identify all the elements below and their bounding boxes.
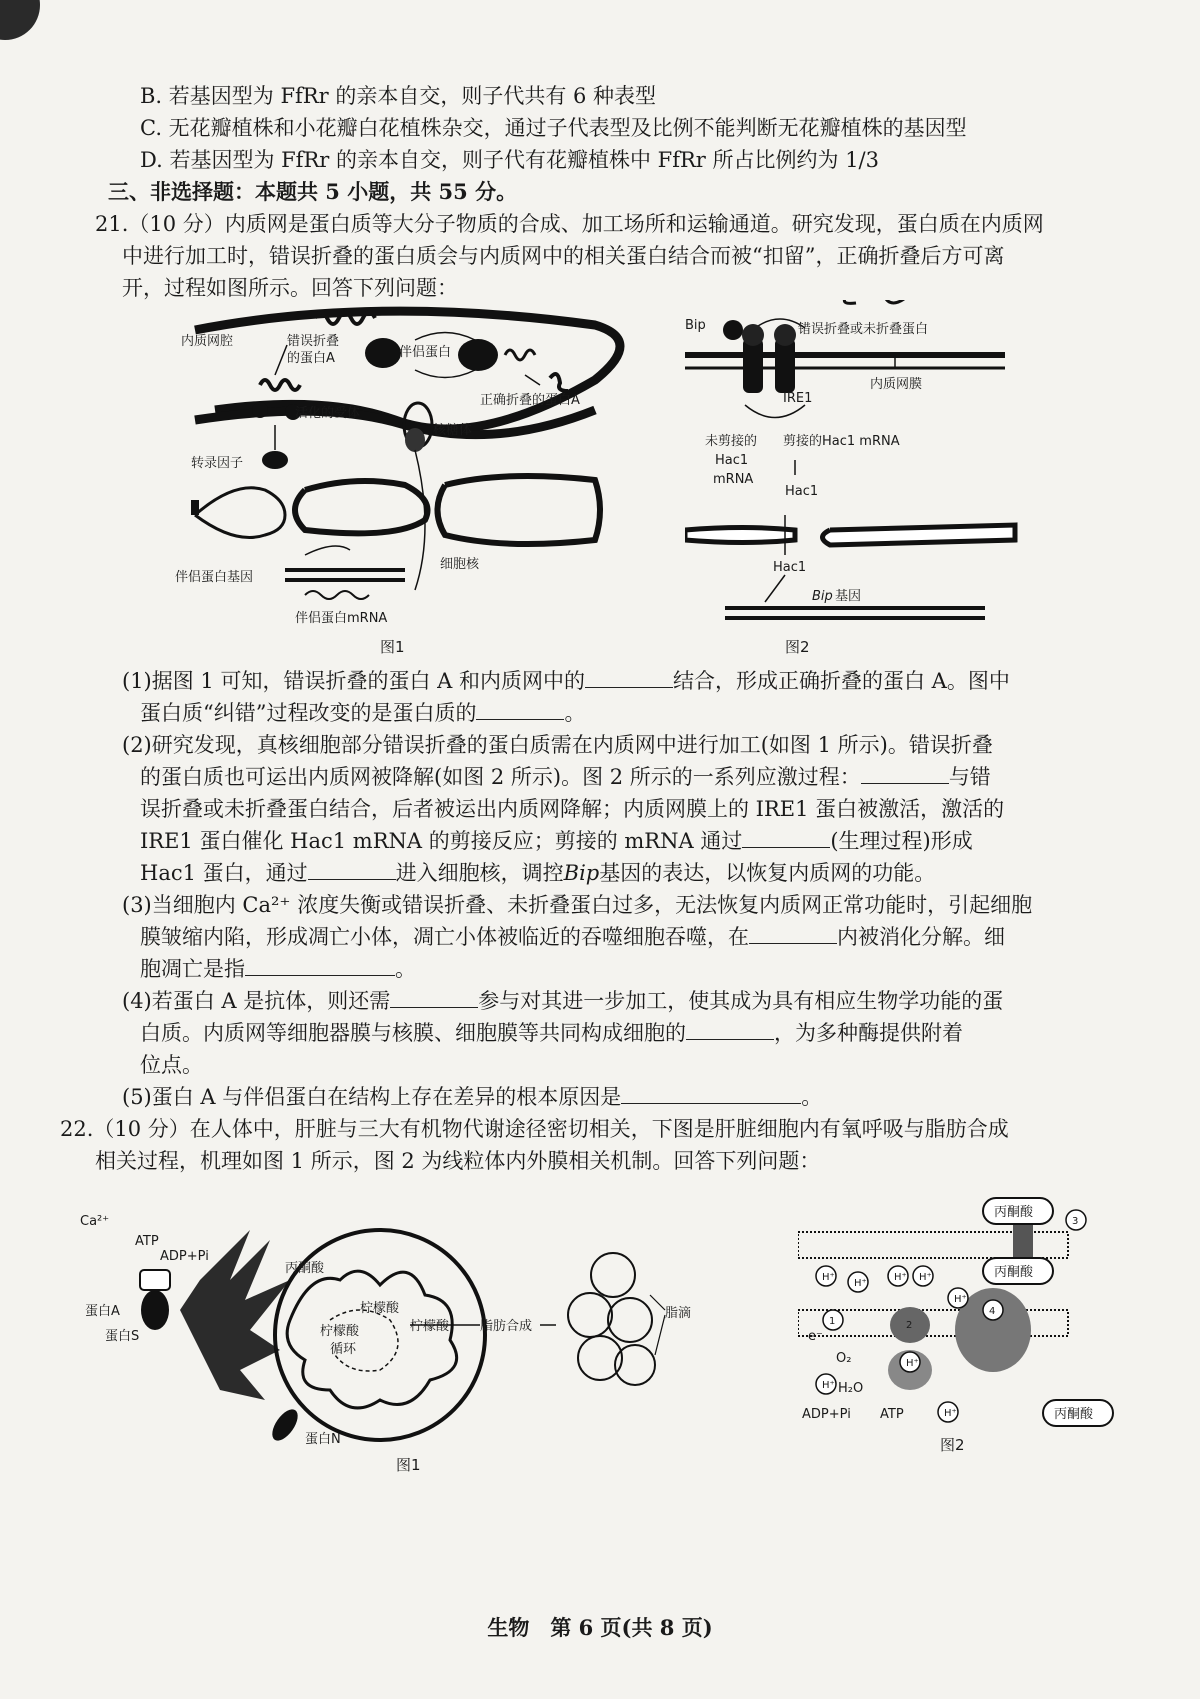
- answer-blank-2[interactable]: [476, 697, 564, 720]
- q21-p5b: 。: [801, 1085, 823, 1109]
- fig1-label-misfolded: 错误折叠: [287, 334, 340, 349]
- fig1-label-receptor: 活化的受体: [295, 406, 361, 421]
- fig1-label-correct: 正确折叠的蛋白A: [480, 393, 580, 408]
- q21-p3-line1: (3)当细胞内 Ca²⁺ 浓度失衡或错误折叠、未折叠蛋白过多，无法恢复内质网正常功能时，引起细胞: [122, 893, 1033, 917]
- answer-blank-8[interactable]: [390, 985, 478, 1008]
- q21-p2i: Bip: [563, 861, 600, 885]
- fig1-label-ribosome: 核糖体: [433, 423, 473, 438]
- fig2-label-unspliced-1: 未剪接的: [705, 434, 758, 449]
- fig2-label-spliced: 剪接的Hac1 mRNA: [783, 434, 900, 449]
- q22f1-label-adp: ADP+Pi: [160, 1249, 209, 1264]
- answer-blank-10[interactable]: [621, 1081, 801, 1104]
- fig1-label-mrna: 伴侣蛋白mRNA: [295, 611, 388, 626]
- q22f1-label-fat: 脂肪合成: [480, 1319, 533, 1334]
- fig2-label-unspliced-3: mRNA: [713, 472, 754, 487]
- q22f2-num-1: 1: [829, 1316, 836, 1327]
- fig1-label-tf: 转录因子: [191, 456, 244, 471]
- q21-figure-2: [685, 300, 1125, 660]
- fig1-label-nucleus: 细胞核: [440, 557, 480, 572]
- fig2-label-bip-italic: Bip: [812, 589, 833, 604]
- q21-p2c: 与错: [948, 765, 991, 789]
- q22-fig1-caption: 图1: [396, 1456, 421, 1474]
- q21-p3-line3: [140, 953, 1160, 985]
- q21-p2h: 进入细胞核，调控: [395, 861, 564, 885]
- q22-figure-1: [80, 1200, 720, 1480]
- answer-blank-9[interactable]: [686, 1017, 774, 1040]
- q21-p2-line5: [140, 857, 1160, 889]
- option-d: D. 若基因型为 FfRr 的亲本自交，则子代有花瓣植株中 FfRr 所占比例约为 1/3: [140, 148, 879, 172]
- q21-p1-line2: [140, 697, 1160, 729]
- q22f2-label-atp: ATP: [880, 1407, 904, 1422]
- answer-blank-3[interactable]: [861, 761, 949, 784]
- q22f2-num-2: 2: [906, 1320, 913, 1331]
- fig1-label-lumen: 内质网腔: [181, 334, 234, 349]
- q21-p4c: 白质。内质网等细胞器膜与核膜、细胞膜等共同构成细胞的: [140, 1021, 686, 1045]
- q22f1-label-protein-n: 蛋白N: [305, 1432, 341, 1447]
- q22f2-label-pyr-top: 丙酮酸: [994, 1205, 1034, 1220]
- q22f1-label-ca: Ca²⁺: [80, 1214, 110, 1229]
- q21-stem-line1: 21.（10 分）内质网是蛋白质等大分子物质的合成、加工场所和运输通道。研究发现，蛋白质在内质网: [95, 212, 1044, 236]
- q21-p3c: 内被消化分解。细: [837, 925, 1005, 949]
- q22f2-label-pyr-bot: 丙酮酸: [1054, 1407, 1094, 1422]
- fig1-caption: 图1: [380, 638, 405, 656]
- answer-blank-1[interactable]: [585, 665, 673, 688]
- q21-p2-line1: (2)研究发现，真核细胞部分错误折叠的蛋白质需在内质网中进行加工(如图 1 所示)。错误折叠: [122, 733, 993, 757]
- option-c: C. 无花瓣植株和小花瓣白花植株杂交，通过子代表型及比例不能判断无花瓣植株的基因型: [140, 116, 967, 140]
- q22f1-label-protein-s: 蛋白S: [105, 1329, 140, 1344]
- q21-p2f: (生理过程)形成: [830, 829, 973, 853]
- page-footer: 生物 第 6 页(共 8 页): [487, 1615, 713, 1640]
- answer-blank-4[interactable]: [742, 825, 830, 848]
- q22f2-label-adp: ADP+Pi: [802, 1407, 851, 1422]
- q22f1-label-droplet: 脂滴: [665, 1306, 692, 1321]
- q21-p2-line2: [140, 761, 1160, 793]
- q22f2-label-o2: O₂: [836, 1351, 852, 1366]
- q21-p2j: 基因的表达，以恢复内质网的功能。: [599, 861, 936, 885]
- fig2-label-hac1-nuclear: Hac1: [773, 560, 807, 575]
- q21-p3e: 。: [395, 957, 416, 981]
- q21-p5-line: [122, 1081, 1142, 1113]
- q22f2-h-8: H⁺: [944, 1408, 957, 1419]
- q22-stem-line1: 22.（10 分）在人体中，肝脏与三大有机物代谢途径密切相关，下图是肝脏细胞内有氧呼吸与脂肪合成: [60, 1117, 1009, 1141]
- fig1-label-gene: 伴侣蛋白基因: [175, 570, 254, 585]
- q21-p1d: 。: [564, 701, 586, 725]
- q21-p2-line3: 误折叠或未折叠蛋白结合，后者被运出内质网降解；内质网膜上的 IRE1 蛋白被激活，激活的: [140, 797, 1005, 821]
- q22f1-label-cycle-1: 柠檬酸: [320, 1324, 360, 1339]
- fig2-label-bip-gene: 基因: [835, 589, 862, 604]
- q22-stem-line2: 相关过程，机理如图 1 所示，图 2 为线粒体内外膜相关机制。回答下列问题：: [95, 1149, 821, 1173]
- q22-fig2-caption: 图2: [940, 1436, 965, 1454]
- q21-p1a: (1)据图 1 可知，错误折叠的蛋白 A 和内质网中的: [122, 669, 585, 693]
- q21-p3d: 胞凋亡是指: [140, 957, 245, 981]
- q22f2-label-h2o: H₂O: [838, 1381, 864, 1396]
- fig2-label-misfolded: 错误折叠或未折叠蛋白: [798, 322, 929, 337]
- answer-blank-7[interactable]: [245, 953, 395, 976]
- q22f2-h-6: H⁺: [906, 1358, 919, 1369]
- q21-p1b: 结合，形成正确折叠的蛋白 A。图中: [672, 669, 1010, 693]
- q22f2-h-3: H⁺: [894, 1272, 907, 1283]
- q21-p2e: IRE1 蛋白催化 Hac1 mRNA 的剪接反应；剪接的 mRNA 通过: [140, 829, 743, 853]
- q21-p1-line1: [122, 665, 1142, 697]
- fig2-label-hac1-protein: Hac1: [785, 484, 819, 499]
- q21-stem-line2: 中进行加工时，错误折叠的蛋白质会与内质网中的相关蛋白结合而被“扣留”，正确折叠后方可离: [122, 244, 1005, 268]
- fig2-label-unspliced-2: Hac1: [715, 453, 749, 468]
- q21-p2g: Hac1 蛋白，通过: [140, 861, 308, 885]
- q21-p2-line4: [140, 825, 1160, 857]
- q21-p4-line3: 位点。: [140, 1053, 203, 1077]
- fig1-label-chaperone: 伴侣蛋白: [399, 345, 452, 360]
- option-b: B. 若基因型为 FfRr 的亲本自交，则子代共有 6 种表型: [140, 84, 657, 108]
- scan-corner-shadow: [0, 0, 40, 40]
- section-heading: 三、非选择题：本题共 5 小题，共 55 分。: [108, 179, 518, 204]
- q22f2-h-2: H⁺: [854, 1278, 867, 1289]
- fig2-label-ire1: IRE1: [783, 391, 813, 406]
- q21-p3b: 膜皱缩内陷，形成凋亡小体，凋亡小体被临近的吞噬细胞吞噬，在: [140, 925, 749, 949]
- q21-p4-line1: [122, 985, 1142, 1017]
- answer-blank-6[interactable]: [749, 921, 837, 944]
- q21-p2b: 的蛋白质也可运出内质网被降解(如图 2 所示)。图 2 所示的一系列应激过程：: [140, 765, 861, 789]
- q22f2-h-4: H⁺: [919, 1272, 932, 1283]
- q22f2-label-e: e⁻: [808, 1329, 823, 1344]
- fig2-caption: 图2: [785, 638, 810, 656]
- q21-p5a: (5)蛋白 A 与伴侣蛋白在结构上存在差异的根本原因是: [122, 1085, 622, 1109]
- q22f1-label-protein-a: 蛋白A: [85, 1304, 120, 1319]
- q21-p1c: 蛋白质“纠错”过程改变的是蛋白质的: [140, 701, 477, 725]
- answer-blank-5[interactable]: [308, 857, 396, 880]
- q22f2-h-5: H⁺: [954, 1294, 967, 1305]
- q22f2-num-3: 3: [1072, 1216, 1079, 1227]
- q21-figure-1: [175, 300, 635, 660]
- q22f1-label-atp: ATP: [135, 1234, 159, 1249]
- fig1-label-misfolded2: 的蛋白A: [287, 351, 335, 366]
- q21-p3-line2: [140, 921, 1160, 953]
- q21-p4b: 参与对其进一步加工，使其成为具有相应生物学功能的蛋: [478, 989, 1004, 1013]
- q21-p4d: ，为多种酶提供附着: [774, 1021, 963, 1045]
- q22f2-label-pyr-mid: 丙酮酸: [994, 1265, 1034, 1280]
- q22f1-label-citrate: 柠檬酸: [360, 1301, 400, 1316]
- fig2-label-bip: Bip: [685, 318, 706, 333]
- q22f1-label-citrate-out: 柠檬酸: [410, 1319, 450, 1334]
- q21-p4a: (4)若蛋白 A 是抗体，则还需: [122, 989, 391, 1013]
- q22-figure-2: [798, 1190, 1128, 1480]
- q22f2-num-4: 4: [989, 1306, 996, 1317]
- q22f1-label-pyruvate: 丙酮酸: [285, 1261, 325, 1276]
- q22f1-label-cycle-2: 循环: [330, 1342, 357, 1357]
- fig2-label-membrane: 内质网膜: [870, 377, 923, 392]
- q22f2-h-1: H⁺: [822, 1272, 835, 1283]
- q21-stem-line3: 开，过程如图所示。回答下列问题：: [122, 276, 458, 300]
- q21-p4-line2: [140, 1017, 1160, 1049]
- q22f2-h-7: H⁺: [822, 1380, 835, 1391]
